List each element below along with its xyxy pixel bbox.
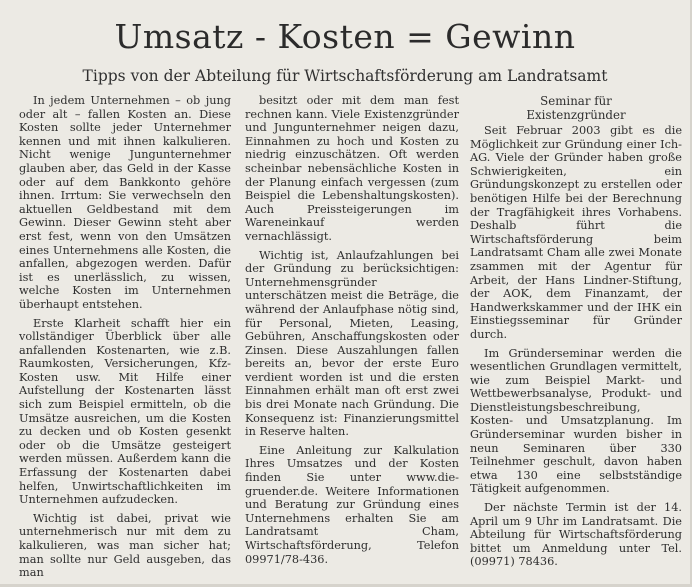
column-2	[245, 94, 459, 566]
box-title	[470, 94, 682, 122]
subheadline: Tipps von der Abteilung für Wirtschaftsförderung am Landratsamt	[82, 67, 608, 85]
box-title-line: Existenzgründer	[526, 108, 626, 122]
column-1	[19, 94, 231, 580]
headline: Umsatz - Kosten = Gewinn	[114, 17, 576, 56]
paragraph: Der nächste Termin ist der 14. April um 9 Uhr im Landratsamt. Die Abteilung für Wirtschaftsförderung bittet um Anmeldung unter Tel. (09971) 78436.	[470, 501, 682, 569]
paragraph: Erste Klarheit schafft hier ein vollständiger Überblick über alle anfallenden Kostenarten, wie z.B. Raumkosten, Versicherungen, Kfz-Kosten usw. Mit Hilfe einer Aufstellung der Kostenarten lässt sich zum Beispiel ermitteln, ob die Umsätze ausreichen, um die Kosten zu decken und ob Kosten gesenkt oder ob die Umsätze gesteigert werden müssen. Außerdem kann die Erfassung der Kostenarten dabei helfen, Unwirtschaftlichkeiten im Unternehmen aufzudecken.	[19, 316, 231, 507]
box-title-line: Seminar für	[540, 94, 612, 108]
paragraph: Im Gründerseminar werden die wesentlichen Grundlagen vermittelt, wie zum Beispiel Markt- und Wettbewerbsanalyse, Produkt- und Dienstleistungsbeschreibung, Kosten- und Umsatzplanung. Im Gründerseminar wurden bisher in neun Seminaren über 330 Teilnehmer geschult, davon haben etwa 130 eine selbstständige Tätigkeit aufgenommen.	[470, 346, 682, 496]
paragraph: Wichtig ist dabei, privat wie unternehmerisch nur mit dem zu kalkulieren, was man sicher hat; man sollte nur Geld ausgeben, das man	[19, 511, 231, 580]
paragraph: Seit Februar 2003 gibt es die Möglichkeit zur Gründung einer Ich-AG. Viele der Gründer haben große Schwierigkeiten, ein Gründungskonzept zu erstellen oder benötigen Hilfe bei der Berechnung der Tragfähigkeit ihres Vorhabens. Deshalb führt die Wirtschaftsförderung beim Landratsamt Cham alle zwei Monate zsammen mit der Agentur für Arbeit, der Hans Lindner-Stiftung, der AOK, dem Finanzamt, der Handwerkskammer und der IHK ein Einstiegsseminar für Gründer durch.	[470, 124, 682, 341]
paragraph: In jedem Unternehmen – ob jung oder alt – fallen Kosten an. Diese Kosten sollte jeder Unternehmer kennen und mit ihnen kalkulieren. Nicht wenige Jungunternehmer glauben aber, das Geld in der Kasse oder auf dem Bankkonto gehöre ihnen. Irrtum: Sie verwechseln den aktuellen Geldbestand mit dem Gewinn. Dieser Gewinn steht aber erst fest, wenn von den Umsätzen eines Unternehmens alle Kosten, die anfallen, abgezogen werden. Dafür ist es unerlässlich, zu wissen, welche Kosten im Unternehmen überhaupt entstehen.	[19, 94, 231, 311]
paragraph: Eine Anleitung zur Kalkulation Ihres Umsatzes und der Kosten finden Sie unter www.die-gruender.de. Weitere Informationen und Beratung zur Gründung eines Unternehmens erhalten Sie am Landratsamt Cham, Wirtschaftsförderung, Telefon 09971/78-436.	[245, 443, 459, 566]
paragraph: besitzt oder mit dem man fest rechnen kann. Viele Existenzgründer und Jungunternehmer neigen dazu, Einnahmen zu hoch und Kosten zu niedrig einzuschätzen. Oft werden scheinbar nebensächliche Kosten in der Planung einfach vergessen (zum Beispiel die Lebenshaltungskosten). Auch Preissteigerungen im Wareneinkauf werden vernachlässigt.	[245, 94, 459, 243]
paragraph: Wichtig ist, Anlaufzahlungen bei der Gründung zu berücksichtigen: Unternehmensgründer unterschätzen meist die Beträge, die während der Anlaufphase nötig sind, für Personal, Mieten, Leasing, Gebühren, Anschaffungskosten oder Zinsen. Diese Auszahlungen fallen bereits an, bevor der erste Euro verdient worden ist und die ersten Einnahmen erhält man oft erst zwei bis drei Monate nach Gründung. Die Konsequenz ist: Finanzierungsmittel in Reserve halten.	[245, 248, 459, 439]
column-3-seminar-box	[470, 94, 682, 569]
